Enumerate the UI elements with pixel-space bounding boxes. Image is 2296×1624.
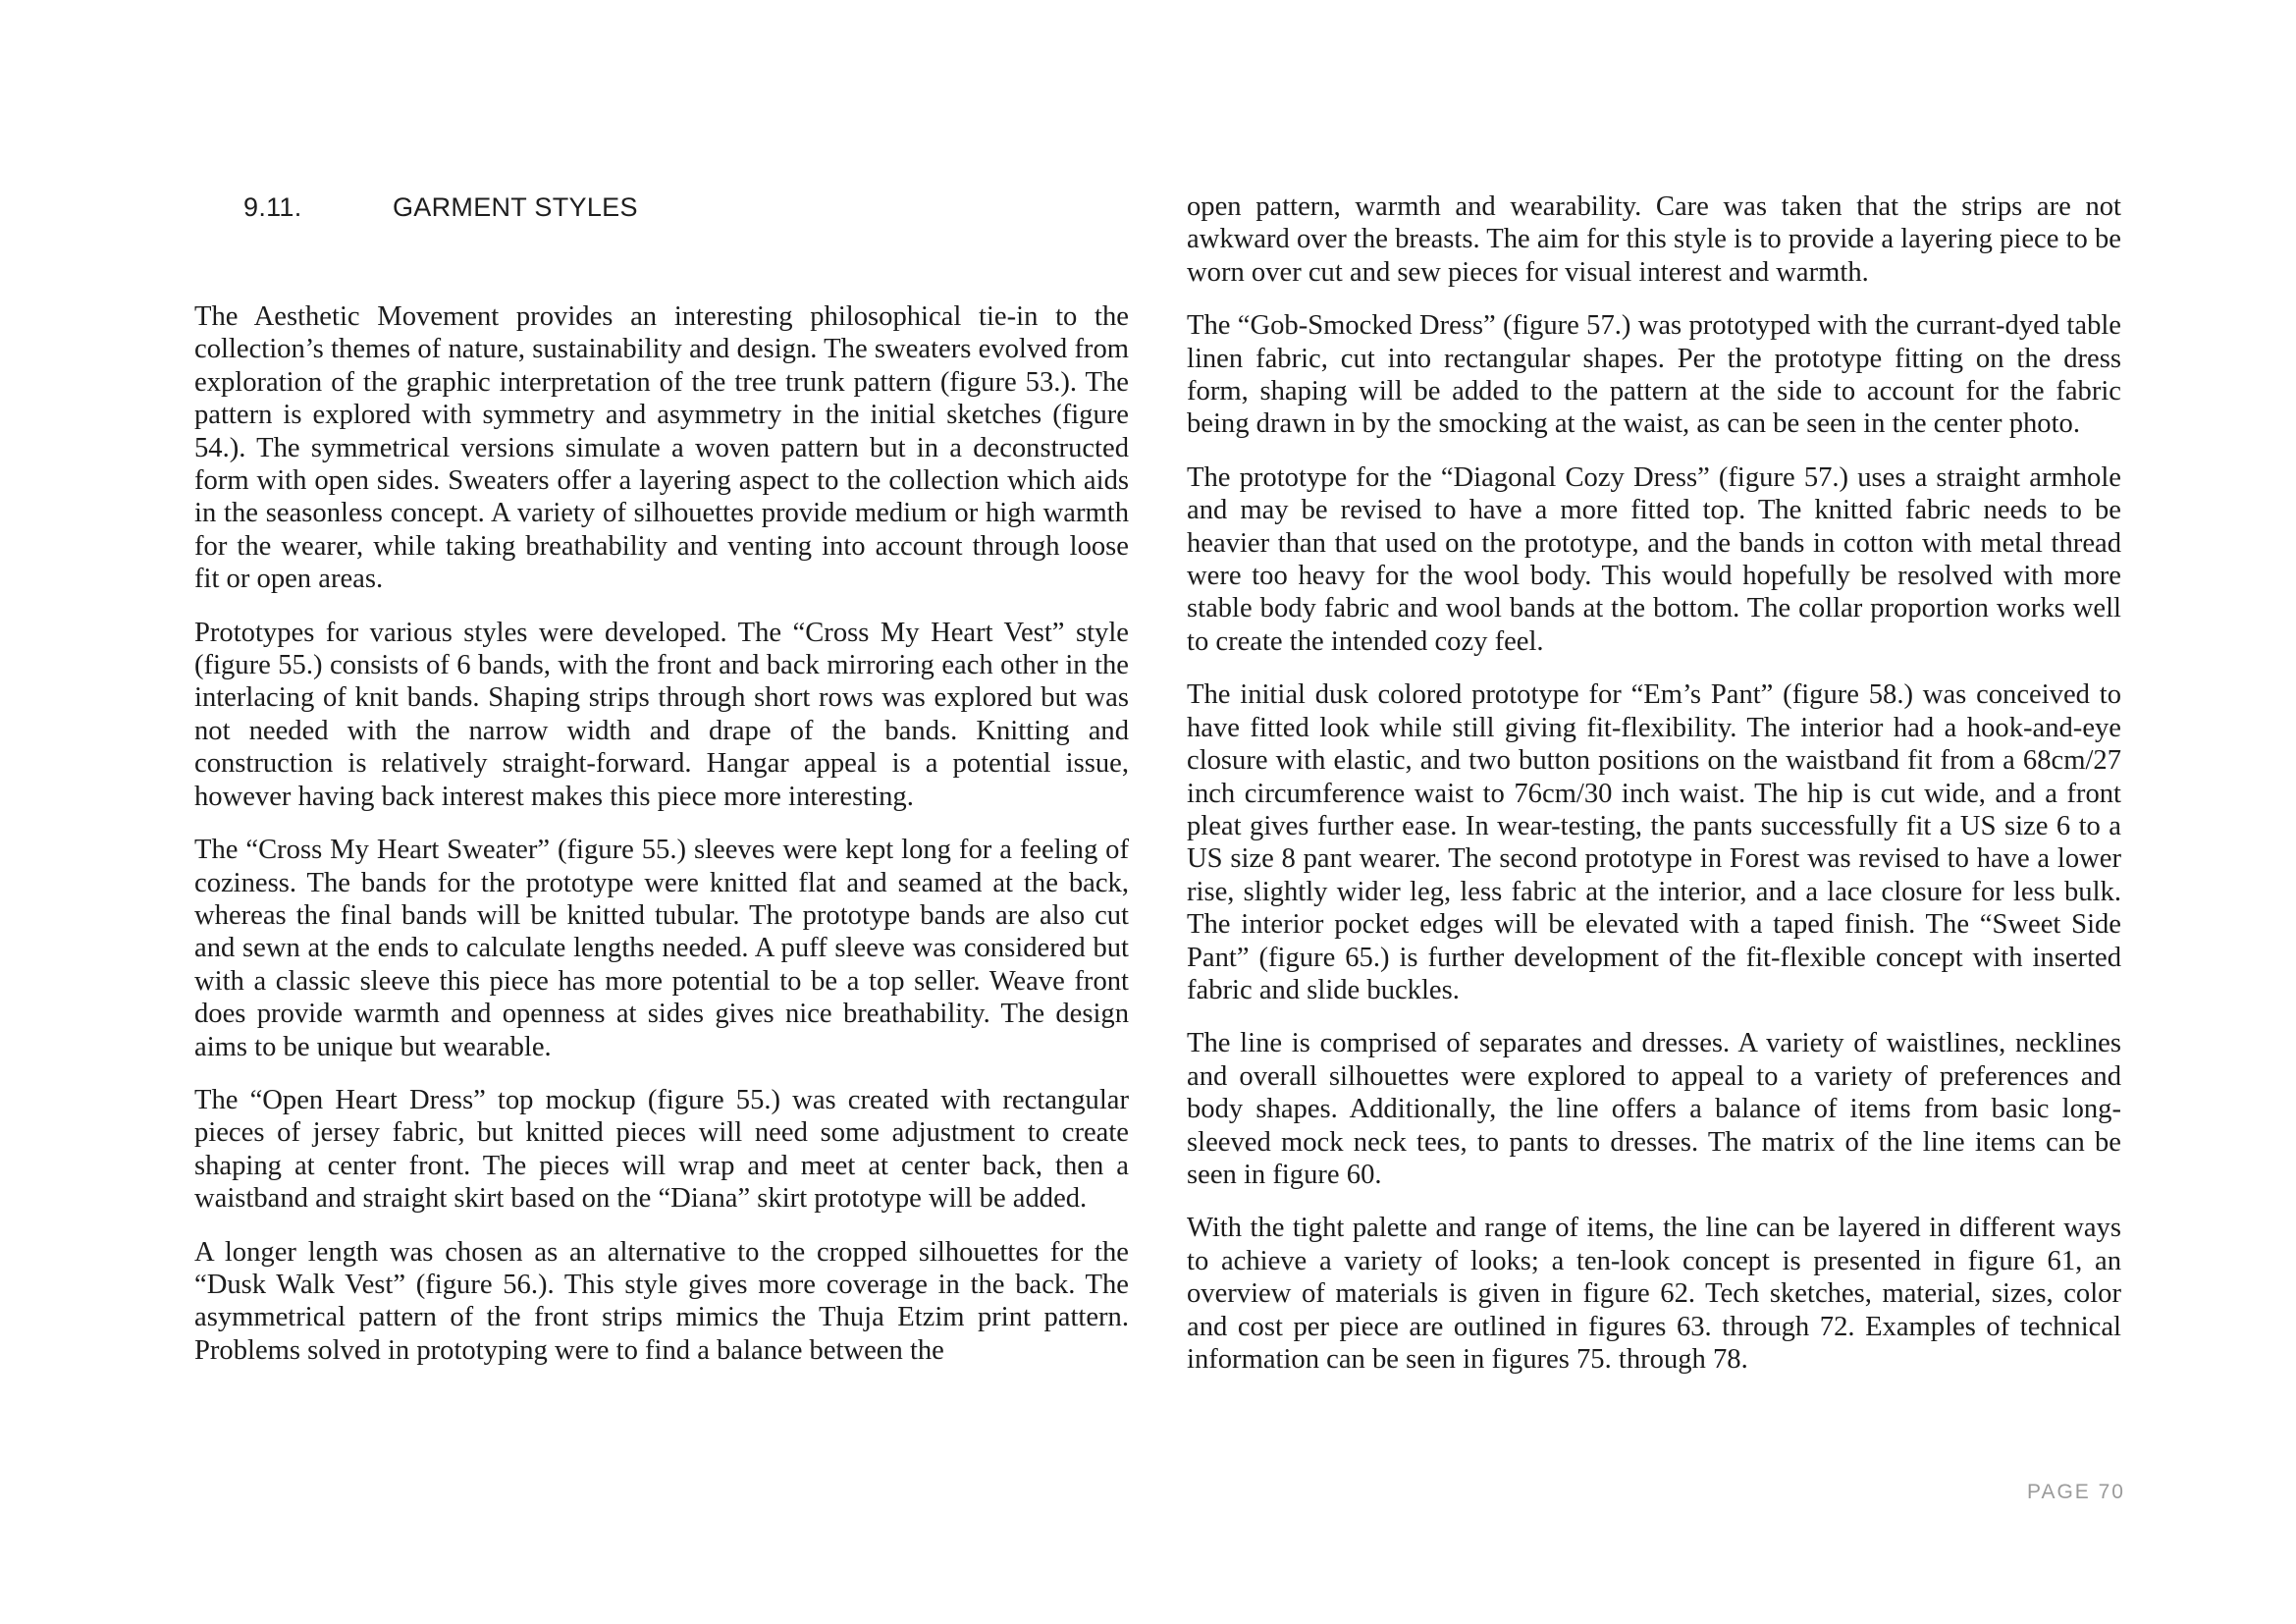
section-title: GARMENT STYLES — [393, 192, 638, 222]
paragraph: The prototype for the “Diagonal Cozy Dress” (figure 57.) uses a straight armhole and may be revised to have a more fitted top. The knitted fabric needs to be heavier than that used on the prototype, and the bands in cotton with metal thread were too heavy for the wool body. This would hopefully be resolved with more stable body fabric and wool bands at the bottom. The collar proportion works well to create the intended cozy feel. — [1187, 461, 2121, 657]
paragraph: A longer length was chosen as an alternative to the cropped silhouettes for the “Dusk Walk Vest” (figure 56.). This style gives more coverage in the back. The asymmetrical pattern of the front strips mimics the Thuja Etzim print pattern. Problems solved in prototyping were to find a balance between the — [194, 1236, 1129, 1366]
paragraph: The “Gob-Smocked Dress” (figure 57.) was prototyped with the currant-dyed table linen fabric, cut into rectangular shapes. Per the prototype fitting on the dress form, shaping will be added to the pattern at the side to account for the fabric being drawn in by the smocking at the waist, as can be seen in the center photo. — [1187, 310, 2121, 440]
paragraph: The Aesthetic Movement provides an interesting philosophical tie-in to the collection’s themes of nature, sustainability and design. The sweaters evolved from exploration of the graphic interpretation of the tree trunk pattern (figure 53.). The pattern is explored with symmetry and asymmetry in the initial sketches (figure 54.). The symmetrical versions simulate a woven pattern but in a deconstructed form with open sides. Sweaters offer a layering aspect to the collection which aids in the seasonless concept. A variety of silhouettes provide medium or high warmth for the wearer, while taking breathability and venting into account through loose fit or open areas. — [194, 301, 1129, 595]
paragraph: The line is comprised of separates and dresses. A variety of waistlines, necklines and overall silhouettes were explored to appeal to a variety of preferences and body shapes. Additionally, the line offers a balance of items from basic long-sleeved mock neck tees, to pants to dresses. The matrix of the line items can be seen in figure 60. — [1187, 1028, 2121, 1190]
paragraph: The “Cross My Heart Sweater” (figure 55.) sleeves were kept long for a feeling of coziness. The bands for the prototype were knitted flat and seamed at the back, whereas the final bands will be knitted tubular. The prototype bands are also cut and sewn at the ends to calculate lengths needed. A puff sleeve was considered but with a classic sleeve this piece has more potential to be a top seller. Weave front does provide warmth and openness at sides gives nice breathability. The design aims to be unique but wearable. — [194, 835, 1129, 1062]
page-number: PAGE 70 — [2027, 1481, 2125, 1503]
paragraph: open pattern, warmth and wearability. Care was taken that the strips are not awkward over the breasts. The aim for this style is to provide a layering piece to be worn over cut and sew pieces for visual interest and warmth. — [1187, 191, 2121, 288]
paragraph: With the tight palette and range of items, the line can be layered in different ways to achieve a variety of looks; a ten-look concept is presented in figure 61, an overview of materials is given in figure 62. Tech sketches, material, sizes, color and cost per piece are outlined in figures 63. through 72. Examples of technical information can be seen in figures 75. through 78. — [1187, 1213, 2121, 1375]
paragraph: The “Open Heart Dress” top mockup (figure 55.) was created with rectangular pieces of jersey fabric, but knitted pieces will need some adjustment to create shaping at center front. The pieces will wrap and meet at center back, then a waistband and straight skirt based on the “Diana” skirt prototype will be added. — [194, 1084, 1129, 1215]
left-column — [194, 300, 1129, 1387]
right-column — [1187, 190, 2121, 1396]
section-heading — [243, 192, 638, 223]
paragraph: Prototypes for various styles were developed. The “Cross My Heart Vest” style (figure 55.) consists of 6 bands, with the front and back mirroring each other in the interlacing of knit bands. Shaping strips through short rows was explored but was not needed with the narrow width and drape of the bands. Knitting and construction is relatively straight-forward. Hangar appeal is a potential issue, however having back interest makes this piece more interesting. — [194, 617, 1129, 812]
section-number: 9.11. — [243, 192, 302, 222]
paragraph: The initial dusk colored prototype for “Em’s Pant” (figure 58.) was conceived to have fitted look while still giving fit-flexibility. The interior had a hook-and-eye closure with elastic, and two button positions on the waistband fit from a 68cm/27 inch circumference waist to 76cm/30 inch waist. The hip is cut wide, and a front pleat gives further ease. In wear-testing, the pants successfully fit a US size 6 to a US size 8 pant wearer. The second prototype in Forest was revised to have a lower rise, slightly wider leg, less fabric at the interior, and a lace closure for less bulk. The interior pocket edges will be elevated with a taped finish. The “Sweet Side Pant” (figure 65.) is further development of the fit-flexible concept with inserted fabric and slide buckles. — [1187, 679, 2121, 1005]
